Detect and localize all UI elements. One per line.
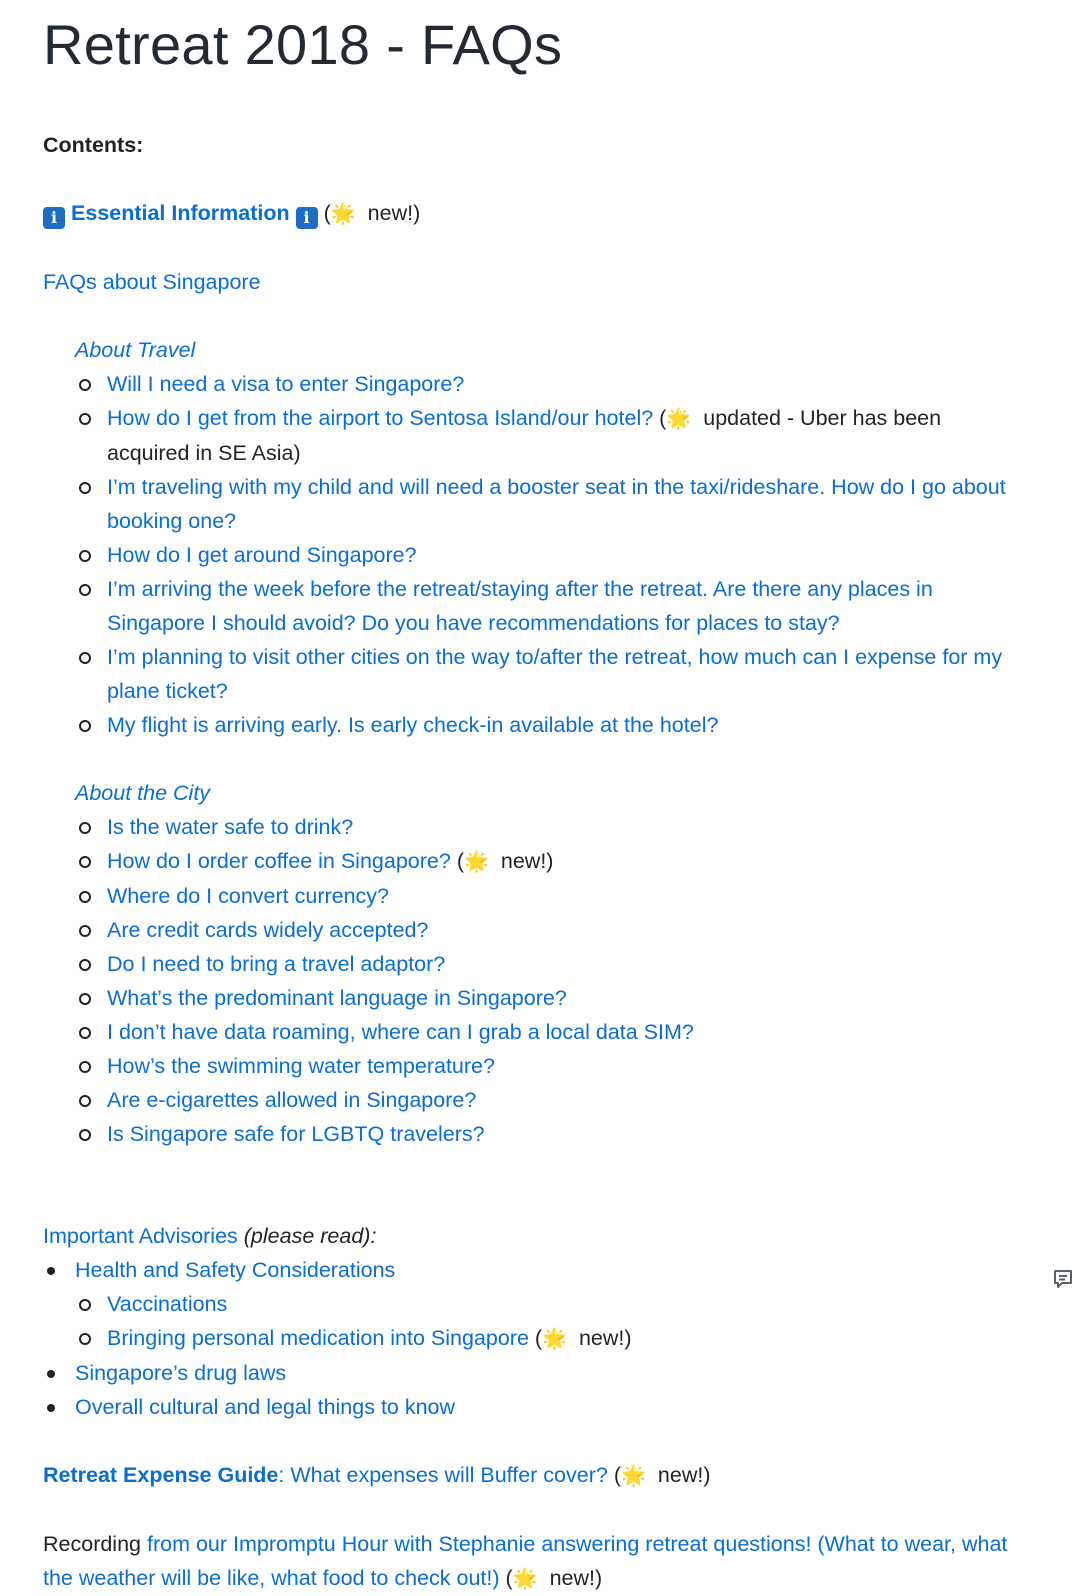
list-item: Is the water safe to drink?	[43, 810, 1043, 844]
expense-row: Retreat Expense Guide: What expenses will Buffer cover? (🌟 new!)	[43, 1463, 711, 1487]
about-travel-heading: About Travel	[75, 338, 196, 362]
list-item: Do I need to bring a travel adaptor?	[43, 947, 1043, 981]
list-item: Bringing personal medication into Singapore (🌟 new!)	[75, 1321, 1043, 1356]
recording-link[interactable]: from our Impromptu Hour with Stephanie answering retreat questions! (What to wear, what the weather will be like, what food to check out!)	[43, 1532, 1008, 1590]
list-item: Is Singapore safe for LGBTQ travelers?	[43, 1117, 1043, 1151]
essential-info-row: i Essential Information i (🌟 new!)	[43, 196, 1043, 231]
star-icon: 🌟	[542, 1328, 567, 1350]
advisories-link[interactable]: Important Advisories	[43, 1224, 238, 1248]
star-icon: 🌟	[512, 1568, 538, 1590]
advisories-row: Important Advisories (please read):	[43, 1224, 377, 1248]
list-item: Are e-cigarettes allowed in Singapore?	[43, 1083, 1043, 1117]
list-item: How do I order coffee in Singapore? (🌟 new!)	[43, 844, 1043, 879]
list-item: Will I need a visa to enter Singapore?	[43, 367, 1043, 401]
list-item: Overall cultural and legal things to know	[43, 1390, 1043, 1424]
list-item: I’m arriving the week before the retreat/staying after the retreat. Are there any places in Singapore I should avoid? Do you have recommendations for places to stay?	[43, 572, 1043, 640]
list-item: Are credit cards widely accepted?	[43, 913, 1043, 947]
about-city-heading: About the City	[75, 781, 211, 805]
comment-icon[interactable]	[1052, 1268, 1074, 1290]
page-title: Retreat 2018 - FAQs	[43, 13, 563, 76]
star-icon: 🌟	[463, 851, 489, 873]
list-item: Vaccinations	[75, 1287, 1043, 1321]
star-icon: 🌟	[330, 203, 356, 225]
faqs-singapore-link[interactable]: FAQs about Singapore	[43, 270, 261, 294]
list-item: I don’t have data roaming, where can I grab a local data SIM?	[43, 1015, 1043, 1049]
star-icon: 🌟	[666, 408, 692, 430]
info-icon: i	[296, 207, 318, 229]
list-item: Health and Safety Considerations Vaccinations Bringing personal medication into Singapore (🌟 new!)	[43, 1253, 1043, 1356]
list-item: My flight is arriving early. Is early check-in available at the hotel?	[43, 708, 1043, 742]
recording-row: Recording from our Impromptu Hour with Stephanie answering retreat questions! (What to wear, what the weather will be like, what food to check out!) (🌟 new!)	[43, 1532, 1008, 1590]
list-item: I’m planning to visit other cities on the way to/after the retreat, how much can I expense for my plane ticket?	[43, 640, 1043, 708]
advisories-list	[43, 1253, 1043, 1424]
about-city-list	[43, 810, 1043, 1151]
contents-label: Contents:	[43, 133, 144, 157]
about-travel-list	[43, 367, 1043, 742]
faq-document	[43, 0, 1043, 1596]
expense-guide-link[interactable]: Retreat Expense Guide	[43, 1463, 279, 1487]
list-item: How do I get around Singapore?	[43, 538, 1043, 572]
list-item: Where do I convert currency?	[43, 879, 1043, 913]
star-icon: 🌟	[621, 1465, 646, 1487]
list-item: How do I get from the airport to Sentosa Island/our hotel? (🌟 updated - Uber has been acquired in SE Asia)	[43, 401, 1043, 470]
expense-link[interactable]: What expenses will Buffer cover?	[290, 1463, 608, 1487]
list-item: How’s the swimming water temperature?	[43, 1049, 1043, 1083]
list-item: Singapore’s drug laws	[43, 1356, 1043, 1390]
essential-info-link[interactable]: Essential Information	[70, 201, 290, 225]
info-icon: i	[43, 207, 65, 229]
list-item: What’s the predominant language in Singapore?	[43, 981, 1043, 1015]
list-item: I’m traveling with my child and will need a booster seat in the taxi/rideshare. How do I go about booking one?	[43, 470, 1043, 538]
